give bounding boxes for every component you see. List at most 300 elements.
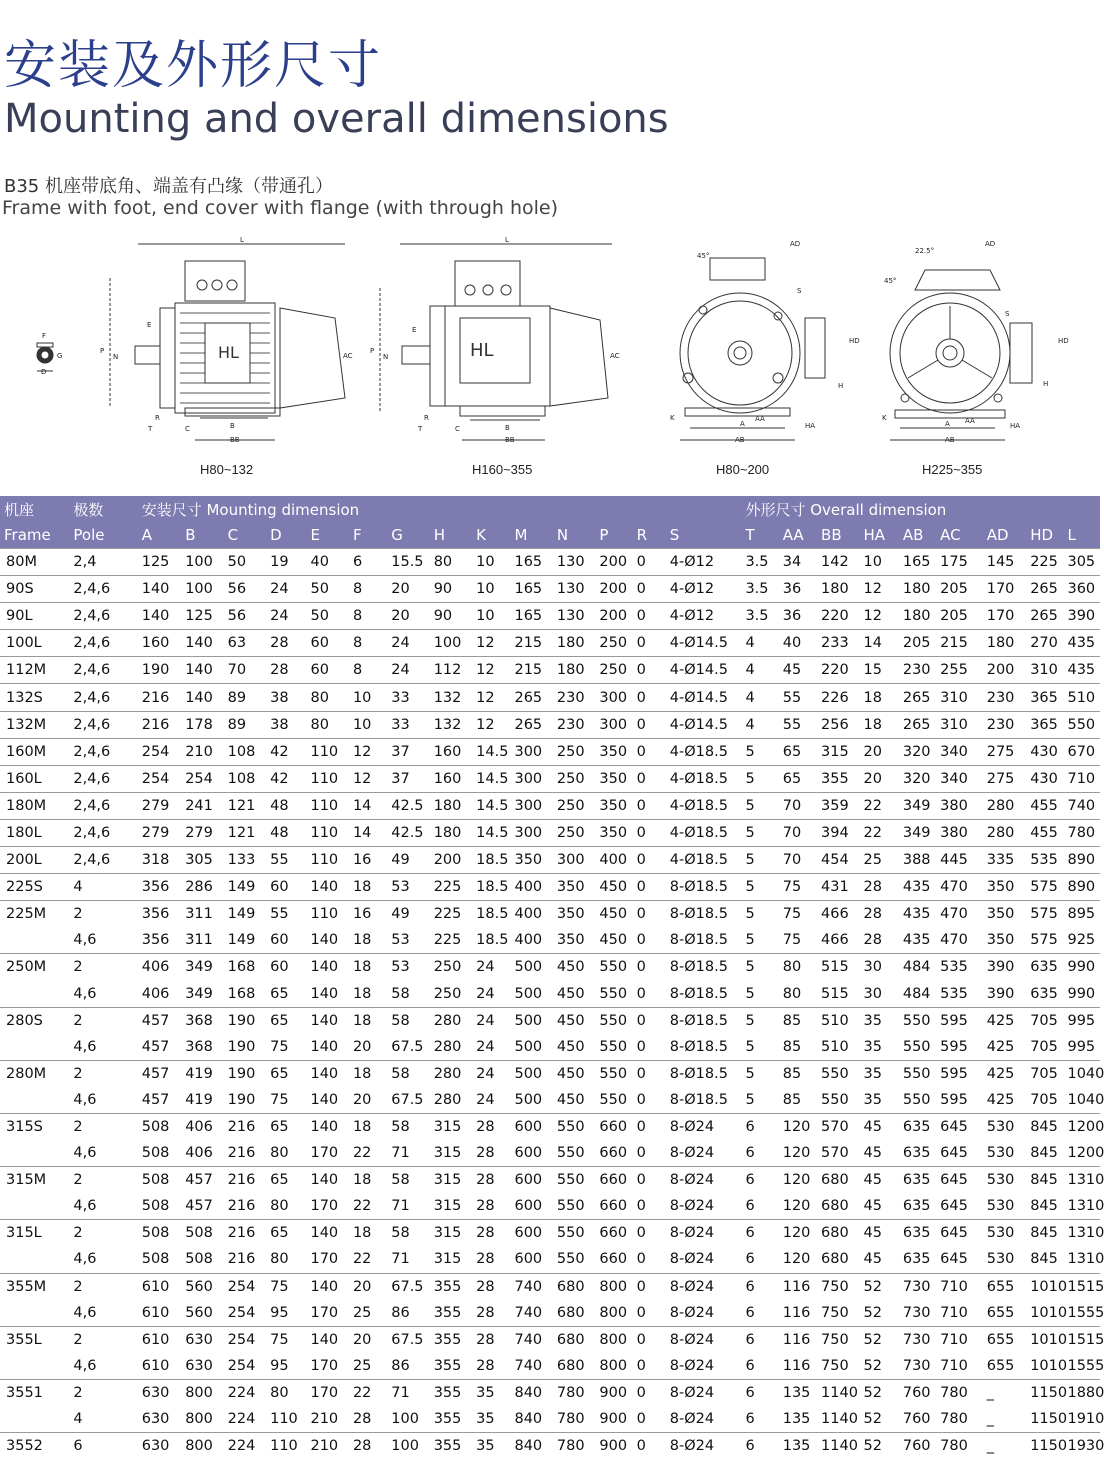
value-cell: 14.5 — [472, 792, 510, 819]
value-cell: 140 — [181, 684, 223, 711]
value-cell: 2 — [69, 1167, 137, 1194]
value-cell: 24 — [472, 1007, 510, 1034]
value-cell: 18 — [352, 932, 372, 949]
value-cell: 2 — [69, 1273, 137, 1300]
value-cell: 52 — [860, 1379, 899, 1406]
value-cell: 680 — [817, 1167, 859, 1194]
value-cell: 760 — [902, 1411, 931, 1428]
value-cell: 1010 — [1026, 1273, 1063, 1300]
svg-text:A: A — [945, 420, 950, 428]
value-cell: 178 — [181, 711, 223, 738]
value-cell: 8-Ø18.5 — [669, 1091, 728, 1108]
value-cell: 800 — [599, 1304, 628, 1321]
value-cell: 0 — [633, 630, 666, 657]
value-cell: 2 — [69, 1007, 137, 1034]
value-cell: 368 — [181, 1007, 223, 1034]
value-cell: 175 — [936, 549, 983, 576]
value-cell: 110 — [306, 738, 348, 765]
value-cell: 2,4,6 — [69, 711, 137, 738]
value-cell: 635 — [1030, 985, 1058, 1002]
value-cell: 52 — [860, 1433, 899, 1459]
value-cell: 8-Ø24 — [666, 1379, 742, 1406]
value-cell: 508 — [141, 1251, 170, 1268]
column-header: AD — [983, 522, 1026, 549]
svg-text:N: N — [383, 353, 389, 361]
value-cell: 108 — [224, 765, 266, 792]
value-cell: 35 — [472, 1433, 510, 1459]
value-cell: 435 — [899, 901, 936, 928]
value-cell: 5 — [741, 901, 778, 928]
value-cell: 250 — [433, 985, 462, 1002]
value-cell: 2,4,6 — [69, 603, 137, 630]
value-cell: 1880 — [1063, 1379, 1100, 1406]
value-cell: 5 — [745, 1091, 755, 1108]
value-cell: 18 — [349, 1007, 387, 1034]
value-cell: 75 — [266, 1273, 306, 1300]
value-cell: 450 — [553, 1060, 595, 1087]
value-cell: 705 — [1026, 1007, 1063, 1034]
value-cell: 86 — [391, 1304, 410, 1321]
value-cell: 4-Ø18.5 — [666, 738, 742, 765]
value-cell: 140 — [306, 1113, 348, 1140]
value-cell: 135 — [779, 1433, 817, 1459]
frame-cell: 200L — [0, 847, 69, 874]
svg-text:AC: AC — [610, 352, 620, 360]
table-row — [0, 711, 1100, 738]
shaft-end-detail — [37, 332, 62, 376]
value-cell: 8-Ø24 — [669, 1304, 715, 1321]
value-cell: 6 — [745, 1198, 755, 1215]
value-cell: 740 — [1063, 792, 1100, 819]
value-cell: 1140 — [817, 1433, 859, 1459]
value-cell: 425 — [983, 1060, 1026, 1087]
svg-text:45°: 45° — [884, 277, 897, 285]
value-cell: 425 — [986, 1091, 1015, 1108]
value-cell: 110 — [270, 1411, 298, 1428]
value-cell: 8 — [349, 576, 387, 603]
value-cell: 310 — [936, 684, 983, 711]
value-cell: 800 — [599, 1357, 628, 1374]
frame-cell: 280S — [0, 1007, 69, 1034]
svg-text:HD: HD — [1058, 337, 1069, 345]
value-cell: 24 — [476, 1038, 495, 1055]
column-header: R — [633, 522, 666, 549]
frame-cell: 315S — [0, 1113, 69, 1140]
value-cell: 710 — [936, 1326, 983, 1353]
value-cell: 2,4,6 — [69, 657, 137, 684]
value-cell: 275 — [983, 738, 1026, 765]
value-cell: 500 — [514, 1091, 543, 1108]
value-cell: 85 — [779, 1060, 817, 1087]
value-cell: 24 — [476, 1091, 495, 1108]
header-pole-cn: 极数 — [69, 496, 137, 522]
value-cell: 250 — [553, 738, 595, 765]
value-cell: 14.5 — [472, 765, 510, 792]
value-cell: 67.5 — [391, 1091, 424, 1108]
value-cell: 845 — [1030, 1145, 1058, 1162]
value-cell: 45 — [860, 1167, 899, 1194]
front-view-h225-355 — [882, 240, 1069, 444]
value-cell: 2 — [69, 1220, 137, 1247]
value-cell: 6 — [745, 1251, 755, 1268]
value-cell: 8-Ø18.5 — [669, 1038, 728, 1055]
column-header: BB — [817, 522, 859, 549]
value-cell: 165 — [510, 576, 552, 603]
frame-cell: 225S — [0, 874, 69, 901]
value-cell: 0 — [633, 1326, 666, 1353]
value-cell: 45 — [863, 1198, 882, 1215]
value-cell: 160 — [430, 738, 472, 765]
value-cell: 286 — [181, 874, 223, 901]
value-cell: 190 — [224, 1060, 266, 1087]
value-cell: 45 — [860, 1113, 899, 1140]
value-cell: 457 — [138, 1007, 181, 1034]
value-cell: 220 — [817, 657, 859, 684]
table-row — [0, 981, 1100, 1008]
value-cell: 110 — [306, 765, 348, 792]
value-cell: 18.5 — [472, 901, 510, 928]
value-cell: 660 — [595, 1167, 632, 1194]
value-cell: 65 — [266, 1220, 306, 1247]
svg-text:C: C — [455, 425, 460, 433]
value-cell: 355 — [430, 1273, 472, 1300]
side-view-h160-355 — [370, 236, 620, 444]
value-cell: _ — [986, 1411, 994, 1428]
value-cell: 356 — [138, 874, 181, 901]
svg-text:E: E — [147, 321, 152, 329]
value-cell: 356 — [138, 901, 181, 928]
value-cell: 3.5 — [741, 576, 778, 603]
value-cell: 10 — [472, 576, 510, 603]
value-cell: 180 — [430, 819, 472, 846]
value-cell: 100 — [181, 576, 223, 603]
value-cell: 500 — [510, 954, 552, 981]
value-cell: 350 — [983, 901, 1026, 928]
value-cell: 800 — [185, 1411, 213, 1428]
value-cell: 890 — [1063, 874, 1100, 901]
value-cell: 750 — [817, 1326, 859, 1353]
value-cell: 4,6 — [73, 1304, 97, 1321]
frame-cell: 160M — [0, 738, 69, 765]
value-cell: 216 — [138, 711, 181, 738]
value-cell: 20 — [349, 1326, 387, 1353]
value-cell: 2,4,6 — [69, 738, 137, 765]
value-cell: 24 — [476, 985, 495, 1002]
value-cell: 8-Ø18.5 — [666, 874, 742, 901]
value-cell: 450 — [553, 954, 595, 981]
value-cell: 34 — [779, 549, 817, 576]
value-cell: 100 — [391, 1411, 419, 1428]
value-cell: 530 — [983, 1167, 1026, 1194]
value-cell: 120 — [782, 1198, 811, 1215]
value-cell: 6 — [741, 1113, 778, 1140]
column-header: P — [595, 522, 632, 549]
value-cell: 230 — [899, 657, 936, 684]
value-cell: 10 — [472, 549, 510, 576]
value-cell: 6 — [745, 1411, 755, 1428]
value-cell: 388 — [899, 847, 936, 874]
value-cell: 67.5 — [391, 1038, 424, 1055]
frame-cell — [0, 981, 69, 1008]
column-header: AC — [936, 522, 983, 549]
svg-text:K: K — [670, 414, 675, 422]
svg-text:D: D — [41, 368, 47, 376]
value-cell: 800 — [181, 1379, 223, 1406]
value-cell: 28 — [476, 1251, 495, 1268]
value-cell: 655 — [986, 1304, 1015, 1321]
value-cell: 22 — [349, 1379, 387, 1406]
value-cell: 0 — [633, 1113, 666, 1140]
value-cell: 24 — [266, 576, 306, 603]
value-cell: 254 — [138, 738, 181, 765]
column-header: B — [181, 522, 223, 549]
value-cell: 900 — [599, 1411, 628, 1428]
value-cell: 254 — [227, 1304, 256, 1321]
value-cell: 8 — [349, 603, 387, 630]
value-cell: 4,6 — [73, 1251, 97, 1268]
value-cell: 1910 — [1067, 1411, 1104, 1428]
value-cell: 250 — [595, 657, 632, 684]
value-cell: 120 — [779, 1220, 817, 1247]
value-cell: 95 — [270, 1357, 289, 1374]
value-cell: 300 — [510, 738, 552, 765]
value-cell: 224 — [224, 1379, 266, 1406]
value-cell: 4,6 — [73, 1357, 97, 1374]
value-cell: 56 — [224, 603, 266, 630]
value-cell: 116 — [779, 1326, 817, 1353]
value-cell: 6 — [741, 1167, 778, 1194]
value-cell: 645 — [940, 1145, 968, 1162]
value-cell: 216 — [227, 1198, 256, 1215]
value-cell: 216 — [224, 1167, 266, 1194]
value-cell: 359 — [817, 792, 859, 819]
value-cell: 550 — [553, 1167, 595, 1194]
value-cell: 18 — [349, 874, 387, 901]
value-cell: 30 — [860, 954, 899, 981]
value-cell: 89 — [224, 711, 266, 738]
value-cell: 500 — [514, 1038, 543, 1055]
value-cell: 90 — [430, 576, 472, 603]
value-cell: 142 — [817, 549, 859, 576]
frame-cell: 90S — [0, 576, 69, 603]
value-cell: 12 — [860, 603, 899, 630]
table-row — [0, 549, 1100, 576]
value-cell: 630 — [181, 1326, 223, 1353]
value-cell: 110 — [306, 847, 348, 874]
value-cell: 4,6 — [73, 1198, 97, 1215]
value-cell: 28 — [476, 1304, 495, 1321]
value-cell: 180 — [817, 576, 859, 603]
value-cell: 280 — [983, 819, 1026, 846]
value-cell: 18 — [352, 985, 372, 1002]
value-cell: 995 — [1063, 1007, 1100, 1034]
value-cell: 110 — [306, 901, 348, 928]
frame-cell: 132S — [0, 684, 69, 711]
value-cell: 560 — [185, 1304, 213, 1321]
value-cell: 895 — [1063, 901, 1100, 928]
value-cell: 5 — [741, 1060, 778, 1087]
value-cell: 600 — [514, 1251, 543, 1268]
value-cell: 315 — [817, 738, 859, 765]
value-cell: 680 — [553, 1273, 595, 1300]
value-cell: 1010 — [1030, 1357, 1068, 1374]
value-cell: 28 — [266, 657, 306, 684]
value-cell: 270 — [1026, 630, 1063, 657]
value-cell: 2,4,6 — [69, 847, 137, 874]
value-cell: 380 — [936, 792, 983, 819]
value-cell: 645 — [936, 1113, 983, 1140]
svg-text:BB: BB — [505, 436, 515, 444]
value-cell: 65 — [266, 1007, 306, 1034]
value-cell: 730 — [902, 1304, 931, 1321]
value-cell: 0 — [636, 985, 646, 1002]
value-cell: 340 — [936, 738, 983, 765]
value-cell: 466 — [821, 932, 849, 949]
table-column-header — [0, 522, 1100, 549]
value-cell: 22 — [352, 1145, 372, 1162]
value-cell: 431 — [817, 874, 859, 901]
value-cell: 457 — [181, 1167, 223, 1194]
value-cell: 5 — [741, 954, 778, 981]
value-cell: 6 — [745, 1145, 755, 1162]
table-row — [0, 1060, 1100, 1087]
value-cell: 225 — [433, 932, 462, 949]
value-cell: 225 — [430, 874, 472, 901]
value-cell: 400 — [514, 932, 543, 949]
value-cell: 140 — [306, 1220, 348, 1247]
value-cell: 530 — [986, 1198, 1015, 1215]
value-cell: 56 — [224, 576, 266, 603]
value-cell: 279 — [138, 792, 181, 819]
value-cell: 780 — [556, 1411, 585, 1428]
value-cell: 705 — [1026, 1060, 1063, 1087]
value-cell: 635 — [899, 1113, 936, 1140]
value-cell: 279 — [138, 819, 181, 846]
value-cell: 4-Ø18.5 — [666, 819, 742, 846]
value-cell: 535 — [940, 985, 968, 1002]
value-cell: 6 — [741, 1379, 778, 1406]
table-row — [0, 1087, 1100, 1114]
value-cell: 110 — [306, 819, 348, 846]
value-cell: 160 — [138, 630, 181, 657]
value-cell: 67.5 — [387, 1273, 429, 1300]
frame-cell — [0, 1353, 69, 1380]
value-cell: 140 — [306, 1007, 348, 1034]
value-cell: 80 — [270, 1251, 289, 1268]
value-cell: 510 — [817, 1007, 859, 1034]
value-cell: 71 — [387, 1379, 429, 1406]
value-cell: 22 — [352, 1251, 372, 1268]
value-cell: 595 — [936, 1060, 983, 1087]
column-header: H — [430, 522, 472, 549]
value-cell: 0 — [633, 1167, 666, 1194]
value-cell: 4-Ø14.5 — [666, 630, 742, 657]
value-cell: 457 — [141, 1038, 170, 1055]
value-cell: 595 — [940, 1038, 968, 1055]
value-cell: 406 — [138, 954, 181, 981]
value-cell: 140 — [138, 603, 181, 630]
value-cell: 445 — [936, 847, 983, 874]
value-cell: 116 — [782, 1304, 811, 1321]
value-cell: 450 — [556, 1038, 585, 1055]
value-cell: 4 — [73, 1411, 83, 1428]
value-cell: 250 — [595, 630, 632, 657]
value-cell: 300 — [510, 765, 552, 792]
value-cell: 660 — [595, 1220, 632, 1247]
value-cell: 450 — [556, 985, 585, 1002]
value-cell: 365 — [1026, 711, 1063, 738]
value-cell: 355 — [430, 1379, 472, 1406]
svg-text:S: S — [1005, 310, 1010, 318]
value-cell: 180 — [983, 630, 1026, 657]
value-cell: 50 — [306, 603, 348, 630]
value-cell: 740 — [510, 1326, 552, 1353]
value-cell: 406 — [141, 985, 170, 1002]
value-cell: 70 — [224, 657, 266, 684]
page-title-en: Mounting and overall dimensions — [4, 96, 669, 142]
value-cell: 1310 — [1063, 1220, 1100, 1247]
value-cell: 254 — [224, 1326, 266, 1353]
value-cell: 5 — [741, 847, 778, 874]
value-cell: 6 — [349, 549, 387, 576]
value-cell: 36 — [779, 576, 817, 603]
value-cell: 550 — [556, 1145, 585, 1162]
value-cell: 28 — [472, 1167, 510, 1194]
svg-text:BB: BB — [230, 436, 240, 444]
value-cell: 130 — [553, 549, 595, 576]
value-cell: 780 — [1063, 819, 1100, 846]
value-cell: 530 — [983, 1113, 1026, 1140]
value-cell: 60 — [266, 874, 306, 901]
value-cell: 20 — [860, 765, 899, 792]
caption-h80-132: H80~132 — [200, 462, 254, 477]
value-cell: 255 — [936, 657, 983, 684]
value-cell: 40 — [306, 549, 348, 576]
value-cell: 14.5 — [472, 738, 510, 765]
frame-cell: 180L — [0, 819, 69, 846]
value-cell: 335 — [983, 847, 1026, 874]
value-cell: 355 — [433, 1411, 462, 1428]
value-cell: 20 — [860, 738, 899, 765]
value-cell: 149 — [227, 932, 256, 949]
value-cell: 2,4,6 — [69, 684, 137, 711]
table-row — [0, 765, 1100, 792]
table-row — [0, 1300, 1100, 1327]
value-cell: 10 — [472, 603, 510, 630]
value-cell: 355 — [430, 1433, 472, 1459]
table-row — [0, 1167, 1100, 1194]
value-cell: 8-Ø24 — [669, 1411, 715, 1428]
value-cell: 845 — [1026, 1167, 1063, 1194]
value-cell: 52 — [863, 1411, 882, 1428]
value-cell: 5 — [741, 874, 778, 901]
value-cell: 28 — [266, 630, 306, 657]
value-cell: 645 — [940, 1198, 968, 1215]
value-cell: 680 — [821, 1251, 849, 1268]
value-cell: 1150 — [1026, 1379, 1063, 1406]
value-cell: 400 — [510, 874, 552, 901]
value-cell: 168 — [224, 954, 266, 981]
value-cell: 241 — [181, 792, 223, 819]
value-cell: 140 — [181, 630, 223, 657]
table-row — [0, 576, 1100, 603]
value-cell: 2,4,6 — [69, 792, 137, 819]
value-cell: 350 — [595, 765, 632, 792]
value-cell: 780 — [553, 1379, 595, 1406]
value-cell: 133 — [224, 847, 266, 874]
svg-text:B: B — [230, 422, 235, 430]
value-cell: 575 — [1026, 874, 1063, 901]
